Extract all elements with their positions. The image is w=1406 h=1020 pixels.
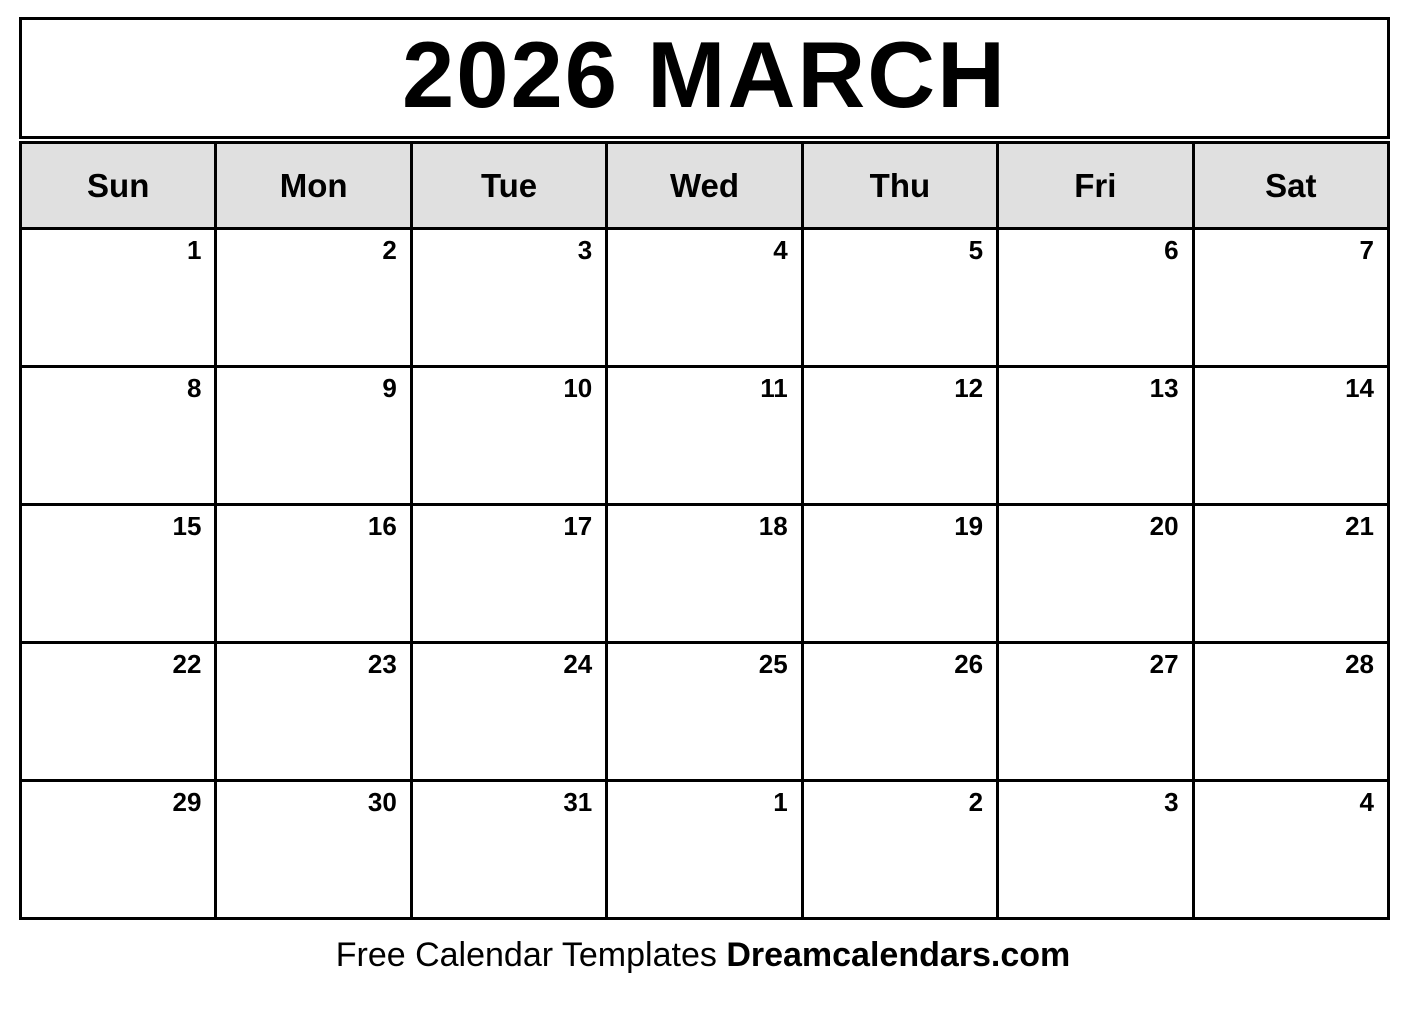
day-number: 30 — [367, 787, 397, 817]
day-cell — [411, 367, 606, 505]
day-cell — [216, 367, 411, 505]
day-cell — [1193, 781, 1388, 919]
calendar-container — [19, 17, 1390, 920]
day-cell — [802, 643, 997, 781]
day-cell — [998, 781, 1193, 919]
day-cell — [998, 367, 1193, 505]
day-cell — [216, 505, 411, 643]
day-cell — [802, 367, 997, 505]
weekday-sun: Sun — [21, 143, 216, 229]
day-number: 21 — [1345, 511, 1374, 541]
week-row-2 — [21, 367, 1389, 505]
day-number: 24 — [563, 649, 593, 679]
day-number: 8 — [186, 373, 202, 403]
footer — [0, 936, 1406, 975]
day-number: 23 — [367, 649, 397, 679]
day-cell — [607, 367, 802, 505]
day-cell — [411, 781, 606, 919]
weekday-header-row — [21, 143, 1389, 229]
weekday-wed: Wed — [607, 143, 802, 229]
day-number: 2 — [968, 787, 984, 817]
day-cell — [1193, 229, 1388, 367]
day-cell — [21, 229, 216, 367]
day-number: 18 — [758, 511, 788, 541]
day-cell — [802, 229, 997, 367]
week-row-5 — [21, 781, 1389, 919]
day-number: 3 — [1164, 787, 1179, 817]
day-cell — [998, 229, 1193, 367]
day-cell — [216, 643, 411, 781]
day-number: 1 — [773, 787, 788, 817]
day-number: 28 — [1345, 649, 1374, 679]
weekday-thu: Thu — [802, 143, 997, 229]
day-number: 14 — [1345, 373, 1374, 403]
day-cell — [607, 781, 802, 919]
day-cell — [411, 643, 606, 781]
day-cell — [411, 505, 606, 643]
day-number: 4 — [773, 235, 788, 265]
day-cell — [21, 505, 216, 643]
day-number: 15 — [172, 511, 202, 541]
day-cell — [607, 229, 802, 367]
weekday-mon: Mon — [216, 143, 411, 229]
day-number: 2 — [382, 235, 397, 265]
week-row-4 — [21, 643, 1389, 781]
day-number: 19 — [954, 511, 984, 541]
day-number: 13 — [1149, 373, 1179, 403]
day-cell — [21, 367, 216, 505]
weekday-tue: Tue — [411, 143, 606, 229]
day-number: 25 — [758, 649, 788, 679]
footer-text: Free Calendar Templates — [335, 936, 727, 974]
weekday-sat: Sat — [1193, 143, 1388, 229]
weekday-fri: Fri — [998, 143, 1193, 229]
day-cell — [802, 505, 997, 643]
day-number: 9 — [382, 373, 397, 403]
day-number: 7 — [1359, 235, 1374, 265]
day-number: 4 — [1359, 787, 1374, 817]
day-cell — [216, 229, 411, 367]
day-number: 11 — [760, 373, 788, 403]
day-cell — [1193, 367, 1388, 505]
day-number: 26 — [954, 649, 984, 679]
calendar-title-box — [19, 17, 1390, 139]
calendar-title: 2026 MARCH — [401, 22, 1008, 127]
day-number: 5 — [968, 235, 984, 265]
day-number: 22 — [172, 649, 202, 679]
day-cell — [998, 643, 1193, 781]
day-cell — [1193, 643, 1388, 781]
day-number: 6 — [1164, 235, 1179, 265]
footer-brand: Dreamcalendars.com — [726, 936, 1071, 974]
day-number: 16 — [367, 511, 397, 541]
calendar-grid — [19, 141, 1390, 920]
day-number: 31 — [563, 787, 593, 817]
day-number: 12 — [954, 373, 984, 403]
week-row-1 — [21, 229, 1389, 367]
day-cell — [998, 505, 1193, 643]
day-number: 3 — [577, 235, 593, 265]
day-cell — [607, 505, 802, 643]
day-number: 29 — [172, 787, 202, 817]
day-cell — [802, 781, 997, 919]
day-number: 10 — [563, 373, 593, 403]
day-cell — [1193, 505, 1388, 643]
week-row-3 — [21, 505, 1389, 643]
day-number: 20 — [1149, 511, 1179, 541]
day-cell — [21, 643, 216, 781]
day-number: 27 — [1149, 649, 1179, 679]
day-cell — [607, 643, 802, 781]
day-number: 1 — [186, 235, 202, 265]
day-cell — [21, 781, 216, 919]
day-cell — [411, 229, 606, 367]
day-number: 17 — [563, 511, 593, 541]
day-cell — [216, 781, 411, 919]
